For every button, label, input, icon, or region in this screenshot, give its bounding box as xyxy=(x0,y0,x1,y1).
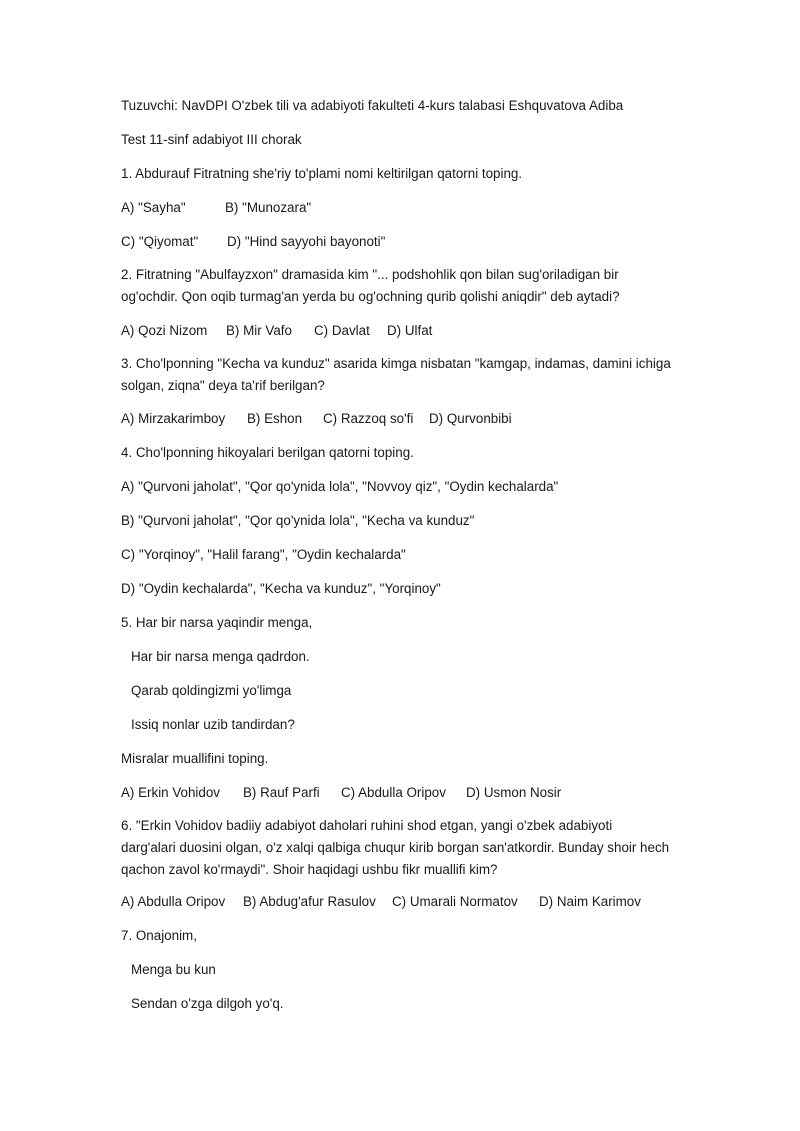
q3-option-d: D) Qurvonbibi xyxy=(429,411,512,426)
q1-option-a: A) "Sayha" xyxy=(121,200,186,215)
question-6-line-2: darg'alari duosini olgan, o'z xalqi qalbiga chuqur kirib borgan san'atkordir. Bunday shoir hech xyxy=(121,840,670,855)
question-3-line-1: 3. Cho'lponning "Kecha va kunduz" asarida kimga nisbatan "kamgap, indamas, damini ichiga xyxy=(121,356,671,371)
q6-option-c: C) Umarali Normatov xyxy=(392,894,518,909)
q4-option-b: B) "Qurvoni jaholat", "Qor qo'ynida lola", "Kecha va kunduz" xyxy=(121,513,475,528)
q3-option-a: A) Mirzakarimboy xyxy=(121,411,226,426)
q6-option-a: A) Abdulla Oripov xyxy=(121,894,226,909)
q4-option-a: A) "Qurvoni jaholat", "Qor qo'ynida lola", "Novvoy qiz", "Oydin kechalarda" xyxy=(121,479,559,494)
q1-option-c: C) "Qiyomat" xyxy=(121,234,199,249)
author-line: Tuzuvchi: NavDPI O'zbek tili va adabiyoti fakulteti 4-kurs talabasi Eshquvatova Adiba xyxy=(121,98,624,113)
question-3-options xyxy=(121,411,512,427)
q5-verse-line-2: Qarab qoldingizmi yo'limga xyxy=(131,683,292,698)
q3-option-b: B) Eshon xyxy=(247,411,303,426)
q5-option-c: C) Abdulla Oripov xyxy=(341,785,446,800)
q7-verse-line-1: Menga bu kun xyxy=(131,962,216,977)
question-2-line-1: 2. Fitratning "Abulfayzxon" dramasida kim "... podshohlik qon bilan sug'oriladigan bir xyxy=(121,267,619,282)
q4-option-d: D) "Oydin kechalarda", "Kecha va kunduz", "Yorqinoy" xyxy=(121,581,441,596)
q5-option-b: B) Rauf Parfi xyxy=(243,785,320,800)
q2-option-b: B) Mir Vafo xyxy=(226,323,292,338)
q5-verse-line-3: Issiq nonlar uzib tandirdan? xyxy=(131,717,295,732)
test-title: Test 11-sinf adabiyot III chorak xyxy=(121,132,302,147)
q5-prompt: Misralar muallifini toping. xyxy=(121,751,269,766)
question-6-line-3: qachon zavol ko'rmaydi". Shoir haqidagi ushbu fikr muallifi kim? xyxy=(121,862,498,877)
question-6-line-1: 6. "Erkin Vohidov badiiy adabiyot daholari ruhini shod etgan, yangi o'zbek adabiyoti xyxy=(121,818,613,833)
q5-option-d: D) Usmon Nosir xyxy=(466,785,562,800)
question-1-options-row-2 xyxy=(121,234,385,250)
question-6-options xyxy=(121,894,641,910)
q3-option-c: C) Razzoq so'fi xyxy=(323,411,414,426)
question-2-options xyxy=(121,323,432,339)
q2-option-d: D) Ulfat xyxy=(387,323,433,338)
question-2-line-2: og'ochdir. Qon oqib turmag'an yerda bu og'ochning qurib qolishi aniqdir" deb aytadi? xyxy=(121,289,620,304)
q5-verse-line-1: Har bir narsa menga qadrdon. xyxy=(131,649,310,664)
question-1-options-row-1 xyxy=(121,200,311,216)
q6-option-b: B) Abdug'afur Rasulov xyxy=(243,894,376,909)
q1-option-b: B) "Munozara" xyxy=(225,200,312,215)
q5-option-a: A) Erkin Vohidov xyxy=(121,785,220,800)
q7-verse-line-2: Sendan o'zga dilgoh yo'q. xyxy=(131,996,284,1011)
q6-option-d: D) Naim Karimov xyxy=(539,894,641,909)
question-4-text: 4. Cho'lponning hikoyalari berilgan qatorni toping. xyxy=(121,445,414,460)
question-3-line-2: solgan, ziqna" deya ta'rif berilgan? xyxy=(121,378,325,393)
q2-option-c: C) Davlat xyxy=(314,323,370,338)
q1-option-d: D) "Hind sayyohi bayonoti" xyxy=(227,234,386,249)
q2-option-a: A) Qozi Nizom xyxy=(121,323,208,338)
question-5-text: 5. Har bir narsa yaqindir menga, xyxy=(121,615,313,630)
question-1-text: 1. Abdurauf Fitratning she'riy to'plami nomi keltirilgan qatorni toping. xyxy=(121,166,523,181)
q4-option-c: C) "Yorqinoy", "Halil farang", "Oydin kechalarda" xyxy=(121,547,406,562)
question-7-text: 7. Onajonim, xyxy=(121,928,197,943)
question-5-options xyxy=(121,785,561,801)
